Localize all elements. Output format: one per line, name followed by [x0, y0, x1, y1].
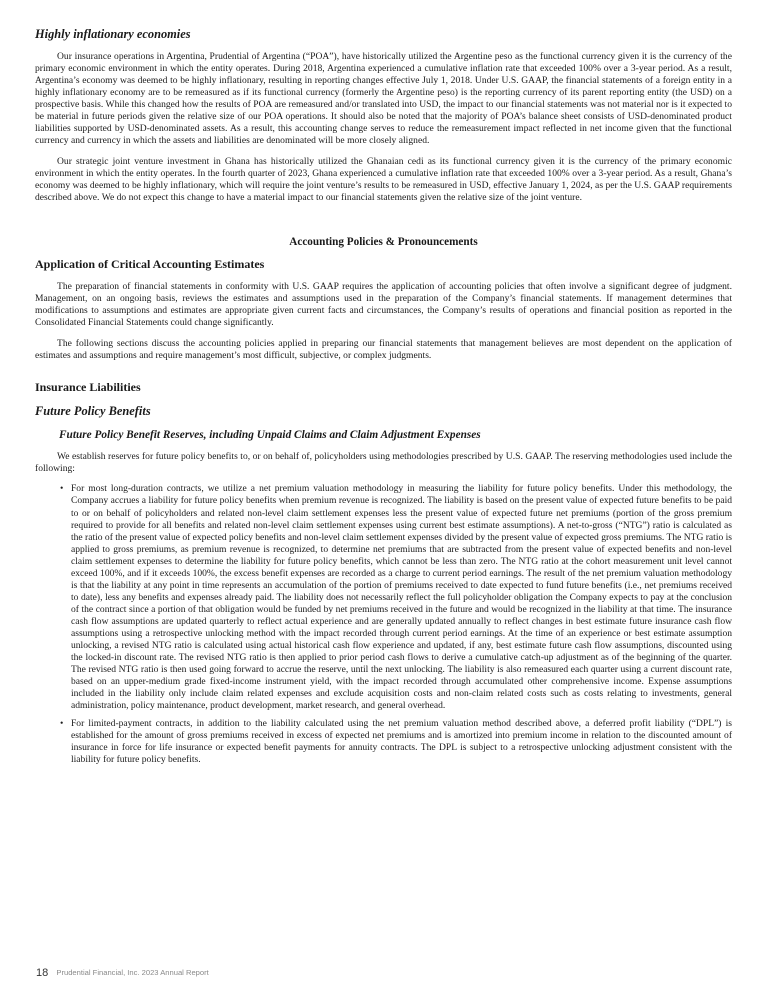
paragraph-ghana: Our strategic joint venture investment in Ghana has historically utilized the Ghanaian cedi as its functional currency given it is the currency of the primary economic environment in which the entity operates. In the fourth quarter of 2023, Ghana experienced a cumulative inflation rate that exceeded 100% over a 3-year period. As a result, Ghana’s economy was deemed to be highly inflationary, which will require the joint venture’s results to be remeasured in USD, effective January 1, 2024, as per the U.S. GAAP requirements described above. We do not expect this change to have a material impact to our financial statements given the relative size of the joint venture.	[35, 155, 732, 204]
section-heading-insurance-liabilities: Insurance Liabilities	[35, 379, 141, 394]
page-footer	[36, 967, 209, 979]
footer-report-title: Prudential Financial, Inc. 2023 Annual Report	[56, 968, 209, 977]
list-item-text: For most long-duration contracts, we utilize a net premium valuation methodology in measuring the liability for future policy benefits. Under this methodology, the Company accrues a liability for future policy benefits when premium revenue is recognized. The liability is based on the present value of expected future benefits to be paid to or on behalf of policyholders and related non-level claim settlement expenses less the present value of expected future net premiums (portion of the gross premium required to provide for all benefits and related non-level claim settlement expenses using current best estimate assumptions). A net-to-gross (“NTG”) ratio is calculated as the ratio of the present value of expected policy benefits and non-level claim settlement expenses divided by the present value of expected gross premiums. The NTG ratio is applied to gross premiums, as premium revenue is recognized, to determine net premiums that are subtracted from the present value of expected benefits and non-level claim settlement expenses to determine the liability for future policy benefits, which cannot be less than zero. The NTG ratio at the cohort measurement unit level cannot exceed 100%, and if it exceeds 100%, the excess benefit expenses are recorded as a charge to current period earnings. The result of the net premium valuation methodology is that the liability at any point in time represents an accumulation of the portion of premiums received to date expected to fund future benefits (i.e., net premiums received to date), less any benefits and expenses already paid. The liability does not necessarily reflect the full policyholder obligation the Company expects to pay at the conclusion of the contract since a portion of that obligation would be funded by net premiums received in the future and would be recognized in the liability at that time. The insurance cash flow assumptions are updated quarterly to reflect actual experience and are generally updated annually to reflect changes in best estimate future insurance cash flow assumptions using a retrospective unlocking method with the impact recorded through current period earnings. At the time of an experience or best estimate assumption unlocking, a revised NTG ratio is calculated using actual historical cash flow experience and updated, if any, best estimate future cash flow assumptions, discounted using the locked-in discount rate. The revised NTG ratio is then applied to prior period cash flows to derive a cumulative catch-up adjustment as of the beginning of the quarter. The revised NTG ratio is then used going forward to accrue the reserve, until the next unlocking. The liability is also remeasured each quarter using a current discount rate, based on an upper-medium grade fixed-income instrument yield, with the impact recorded through accumulated other comprehensive income. Expense assumptions included in the liability only include claim related expenses and exclude acquisition costs and non-claim related costs such as costs relating to investments, general administration, policy maintenance, product development, market research, and general overhead.	[71, 483, 733, 712]
paragraph-argentina: Our insurance operations in Argentina, Prudential of Argentina (“POA”), have historically utilized the Argentine peso as the functional currency given it is the currency of the primary economic environment in which the entity operates. During 2018, Argentina experienced a cumulative inflation rate that exceeded 100% over a 3-year period. As a result, Argentina’s economy was deemed to be highly inflationary, resulting in reporting changes effective July 1, 2018. Under U.S. GAAP, the financial statements of a foreign entity in a highly inflationary economy are to be remeasured as if its functional currency (formerly the Argentine peso) is the reporting currency of its parent reporting entity (the USD) on a prospective basis. While this changed how the results of POA are remeasured and/or translated into USD, the impact to our financial statements was not material nor is it expected to be material in future periods given the relative size of our POA operations. It should also be noted that the majority of POA’s balance sheet consists of USD-denominated product liabilities supported by USD-denominated assets. As a result, this accounting change serves to reduce the remeasurement impact reflected in net income given that the functional currency and currency in which the assets and liabilities are denominated will be more closely aligned.	[35, 51, 732, 147]
list-item-long-duration-contracts	[60, 483, 733, 712]
list-item-text: For limited-payment contracts, in addition to the liability calculated using the net premium valuation method described above, a deferred profit liability (“DPL”) is established for the amount of gross premiums received in excess of expected net premiums and is amortized into premium income in relation to the discounted amount of insurance in force for life insurance or expected benefit payments for annuity contracts. The DPL is subject to a retrospective unlocking adjustment consistent with the liability for future policy benefits.	[71, 718, 732, 766]
bullet-icon: •	[60, 718, 64, 730]
paragraph-preparation-of-financial-statements: The preparation of financial statements in conformity with U.S. GAAP requires the application of accounting policies that often involve a significant degree of judgment. Management, on an ongoing basis, reviews the estimates and assumptions used in the preparation of the Company’s financial statements. If management determines that modifications to assumptions and estimates are appropriate given current facts and circumstances, the Company’s results of operations and financial position as reported in the Consolidated Financial Statements could change significantly.	[35, 281, 732, 329]
paragraph-reserving-methodologies-intro: We establish reserves for future policy benefits to, or on behalf of, policyholders using methodologies prescribed by U.S. GAAP. The reserving methodologies used include the following:	[35, 450, 732, 474]
document-page	[35, 27, 732, 773]
section-heading-critical-accounting-estimates: Application of Critical Accounting Estimates	[35, 257, 265, 272]
section-heading-highly-inflationary-economies: Highly inflationary economies	[35, 27, 191, 41]
list-item-limited-payment-contracts	[60, 718, 732, 766]
paragraph-following-sections: The following sections discuss the accounting policies applied in preparing our financial statements that management believes are most dependent on the application of estimates and assumptions and require management’s most difficult, subjective, or complex judgments.	[35, 337, 732, 361]
subheading-future-policy-benefits: Future Policy Benefits	[35, 403, 151, 418]
subsubheading-future-policy-benefit-reserves: Future Policy Benefit Reserves, including Unpaid Claims and Claim Adjustment Expenses	[59, 428, 481, 441]
bullet-icon: •	[60, 483, 64, 495]
reserving-methodologies-list	[35, 483, 732, 766]
page-number: 18	[36, 967, 49, 979]
section-heading-accounting-policies: Accounting Policies & Pronouncements	[289, 236, 478, 249]
